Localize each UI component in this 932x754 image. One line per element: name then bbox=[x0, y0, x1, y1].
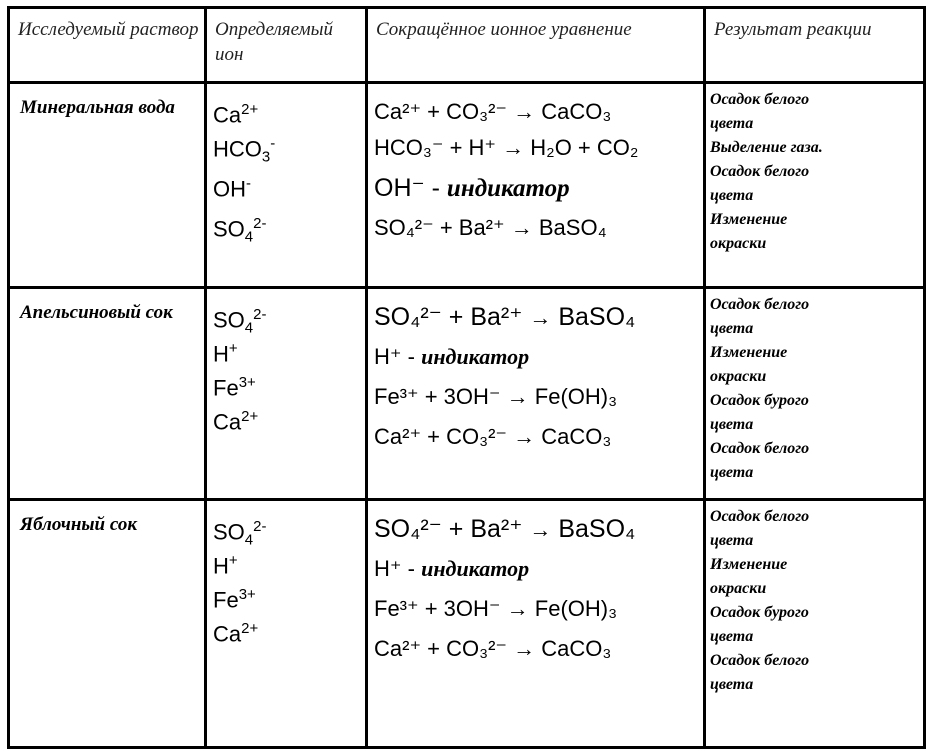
ion-formula: $Fe^{3+}$ bbox=[213, 586, 256, 613]
arrow-icon: → bbox=[529, 517, 552, 542]
result-text: Осадок бурого bbox=[710, 604, 809, 621]
ionic-equation: SO₄²⁻ + Ba²⁺ → BaSO₄ bbox=[374, 215, 607, 240]
ions-cell bbox=[206, 83, 367, 288]
result-text: Осадок белого bbox=[710, 652, 810, 669]
results-cell bbox=[705, 83, 925, 288]
indicator-label: индикатор bbox=[446, 175, 570, 202]
result-text: цвета bbox=[710, 187, 754, 204]
sample-name: Минеральная вода bbox=[20, 97, 175, 118]
ionic-equation: Fe³⁺ + 3OH⁻ → Fe(OH)₃ bbox=[374, 596, 618, 621]
ionic-equation: SO₄²⁻ + Ba²⁺ → BaSO₄ bbox=[374, 515, 636, 543]
arrow-icon: → bbox=[506, 384, 529, 409]
ion-formula: OH- bbox=[213, 175, 251, 202]
equations-cell bbox=[367, 500, 705, 748]
ion-formula: $SO_4^{2-}$ bbox=[213, 215, 267, 246]
arrow-icon: → bbox=[513, 424, 536, 449]
ion-formula: $Ca^{2+}$ bbox=[213, 620, 259, 647]
ion-formula: H+ bbox=[213, 552, 238, 579]
result-text: окраски bbox=[710, 580, 767, 597]
header-cell-ion bbox=[206, 8, 367, 83]
result-text: цвета bbox=[710, 532, 754, 549]
ion-formula: $HCO_3^-$ bbox=[213, 135, 276, 166]
ionic-equation: H⁺ - индикатор bbox=[374, 556, 530, 581]
result-text: цвета bbox=[710, 464, 754, 481]
table-row bbox=[9, 288, 925, 500]
ionic-equation: Ca²⁺ + CO₃²⁻ → CaCO₃ bbox=[374, 99, 612, 124]
chemistry-results-table bbox=[7, 6, 926, 749]
ionic-equation: Ca²⁺ + CO₃²⁻ → CaCO₃ bbox=[374, 636, 612, 661]
result-text: Осадок бурого bbox=[710, 392, 809, 409]
result-text: Изменение bbox=[710, 344, 788, 361]
results-cell bbox=[705, 500, 925, 748]
ion-formula: H+ bbox=[213, 340, 238, 367]
sample-cell bbox=[9, 500, 206, 748]
result-text: Осадок белого bbox=[710, 163, 810, 180]
arrow-icon: → bbox=[529, 305, 552, 330]
table-row bbox=[9, 83, 925, 288]
result-text: цвета bbox=[710, 676, 754, 693]
arrow-icon: → bbox=[510, 215, 533, 240]
arrow-icon: → bbox=[513, 99, 536, 124]
result-text: Осадок белого bbox=[710, 91, 810, 108]
result-text: окраски bbox=[710, 235, 767, 252]
indicator-label: индикатор bbox=[421, 344, 530, 369]
ion-formula: $SO_4^{2-}$ bbox=[213, 518, 267, 549]
header-row bbox=[9, 8, 925, 83]
result-text: цвета bbox=[710, 320, 754, 337]
result-text: Выделение газа. bbox=[710, 139, 823, 156]
equations-cell bbox=[367, 288, 705, 500]
ionic-equation: SO₄²⁻ + Ba²⁺ → BaSO₄ bbox=[374, 303, 636, 331]
header-equation: Сокращённое ионное уравнение bbox=[376, 19, 632, 40]
ionic-equation: OH⁻ - индикатор bbox=[374, 174, 570, 202]
header-cell-equation bbox=[367, 8, 705, 83]
header-ion: Определяемый ион bbox=[215, 19, 334, 65]
equations-cell bbox=[367, 83, 705, 288]
ions-cell bbox=[206, 288, 367, 500]
result-text: Осадок белого bbox=[710, 440, 810, 457]
result-text: Осадок белого bbox=[710, 508, 810, 525]
ions-cell bbox=[206, 500, 367, 748]
ion-formula: $Ca^{2+}$ bbox=[213, 101, 259, 128]
ionic-equation: HCO₃⁻ + H⁺ → H₂O + CO₂ bbox=[374, 135, 639, 160]
ion-formula: $Ca^{2+}$ bbox=[213, 408, 259, 435]
result-text: цвета bbox=[710, 628, 754, 645]
ionic-equation: Ca²⁺ + CO₃²⁻ → CaCO₃ bbox=[374, 424, 612, 449]
ion-formula: $SO_4^{2-}$ bbox=[213, 306, 267, 337]
sample-name: Яблочный сок bbox=[20, 514, 137, 535]
results-cell bbox=[705, 288, 925, 500]
result-text: окраски bbox=[710, 368, 767, 385]
result-text: цвета bbox=[710, 115, 754, 132]
arrow-icon: → bbox=[502, 135, 525, 160]
result-text: Осадок белого bbox=[710, 296, 810, 313]
table-row bbox=[9, 500, 925, 748]
arrow-icon: → bbox=[513, 636, 536, 661]
header-cell-result bbox=[705, 8, 925, 83]
header-solution: Исследуемый раствор bbox=[18, 19, 199, 40]
header-cell-solution bbox=[9, 8, 206, 83]
ionic-equation: H⁺ - индикатор bbox=[374, 344, 530, 369]
result-text: цвета bbox=[710, 416, 754, 433]
indicator-label: индикатор bbox=[421, 556, 530, 581]
sample-name: Апельсиновый сок bbox=[20, 302, 173, 323]
result-text: Изменение bbox=[710, 556, 788, 573]
arrow-icon: → bbox=[506, 596, 529, 621]
sample-cell bbox=[9, 288, 206, 500]
header-result: Результат реакции bbox=[714, 19, 872, 40]
sample-cell bbox=[9, 83, 206, 288]
result-text: Изменение bbox=[710, 211, 788, 228]
ion-formula: $Fe^{3+}$ bbox=[213, 374, 256, 401]
ionic-equation: Fe³⁺ + 3OH⁻ → Fe(OH)₃ bbox=[374, 384, 618, 409]
